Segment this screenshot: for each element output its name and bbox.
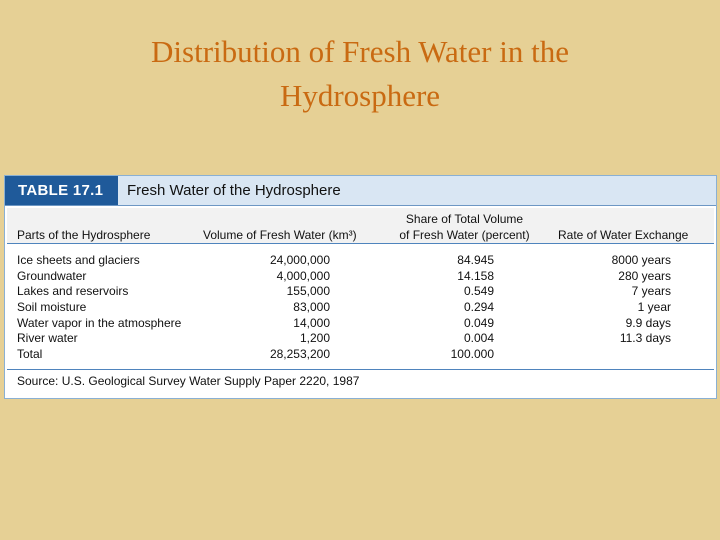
- cell-part: Soil moisture: [17, 300, 87, 315]
- cell-rate: 9.9 days: [625, 315, 671, 330]
- cell-volume: 1,200: [299, 331, 330, 346]
- cell-share: 0.549: [463, 284, 494, 299]
- table-row: [17, 269, 717, 285]
- table-row: [17, 300, 717, 316]
- table-row: [17, 253, 717, 269]
- cell-volume: 83,000: [293, 300, 330, 315]
- cell-share: 0.294: [463, 300, 494, 315]
- cell-rate: 8000 years: [611, 253, 671, 267]
- cell-part: Water vapor in the atmosphere: [17, 315, 182, 330]
- column-header-part: Parts of the Hydrosphere: [17, 228, 151, 242]
- cell-part: Ice sheets and glaciers: [17, 253, 140, 267]
- cell-volume: 14,000: [293, 315, 330, 330]
- cell-volume: 24,000,000: [269, 253, 330, 267]
- slide-title: [0, 30, 720, 118]
- cell-part: Total: [17, 347, 43, 362]
- column-header-share-line-2: of Fresh Water (percent): [399, 228, 530, 242]
- cell-rate: 280 years: [618, 268, 671, 283]
- cell-rate: 1 year: [637, 300, 671, 315]
- column-header-volume: Volume of Fresh Water (km³): [203, 228, 357, 242]
- cell-volume: 4,000,000: [276, 268, 330, 283]
- cell-share: 0.049: [463, 315, 494, 330]
- table-header-bar: [5, 176, 716, 206]
- cell-share: 84.945: [457, 253, 494, 267]
- slide-title-line-1: Distribution of Fresh Water in the: [151, 34, 569, 69]
- table-body: [17, 253, 717, 363]
- table-number-tag: TABLE 17.1: [5, 176, 118, 205]
- column-header-rate: Rate of Water Exchange: [558, 228, 689, 242]
- cell-share: 100.000: [450, 347, 494, 362]
- table-source-note: Source: U.S. Geological Survey Water Supply Paper 2220, 1987: [17, 374, 360, 388]
- table-row: [17, 316, 717, 332]
- cell-volume: 28,253,200: [269, 347, 330, 362]
- table-caption: Fresh Water of the Hydrosphere: [127, 182, 341, 199]
- cell-part: River water: [17, 331, 78, 346]
- slide-title-line-2: Hydrosphere: [279, 78, 441, 113]
- cell-part: Lakes and reservoirs: [17, 284, 129, 299]
- column-header-share: [377, 211, 552, 243]
- column-headers: [7, 208, 714, 244]
- cell-rate: 11.3 days: [619, 331, 671, 346]
- cell-share: 14.158: [457, 268, 494, 283]
- data-table: [4, 175, 717, 399]
- table-row: [17, 284, 717, 300]
- table-row-total: [17, 347, 717, 363]
- cell-volume: 155,000: [286, 284, 330, 299]
- table-row: [17, 331, 717, 347]
- column-header-share-line-1: Share of Total Volume: [405, 212, 524, 226]
- table-footer-divider: [7, 369, 714, 370]
- cell-share: 0.004: [463, 331, 494, 346]
- cell-rate: 7 years: [631, 284, 671, 299]
- cell-part: Groundwater: [17, 268, 87, 283]
